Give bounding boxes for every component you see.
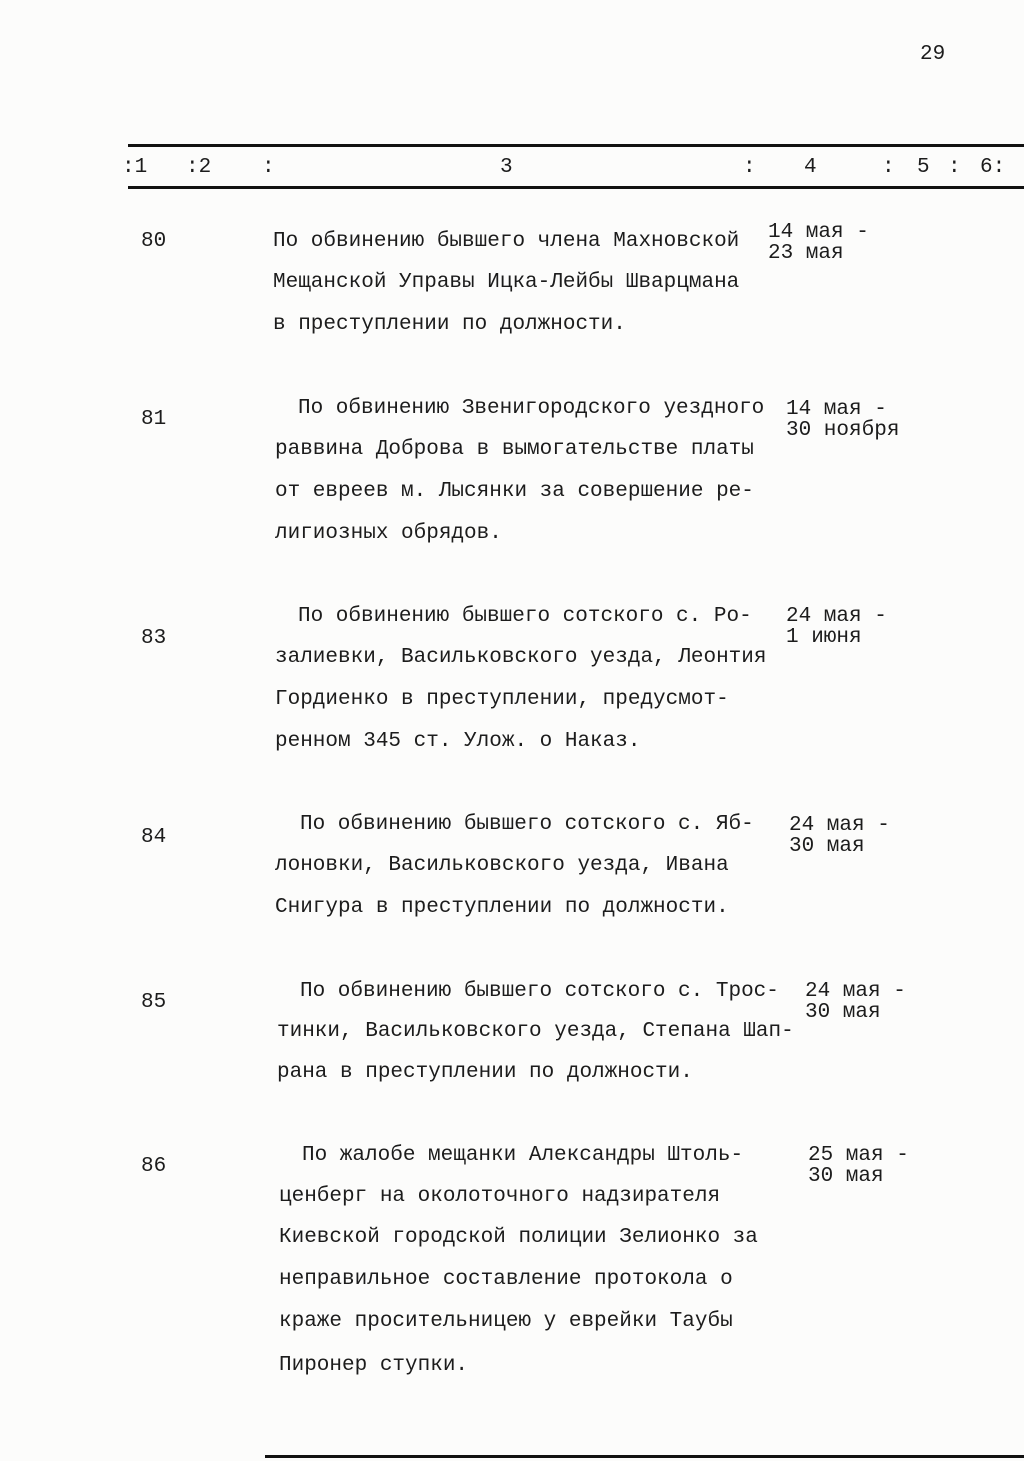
entry-text-line: тинки, Васильковского уезда, Степана Шап- bbox=[277, 1020, 794, 1043]
column-header-4: : bbox=[743, 156, 756, 179]
entry-text-line: раввина Доброва в вымогательстве платы bbox=[275, 438, 754, 461]
entry-text-line: По обвинению бывшего сотского с. Ро- bbox=[298, 605, 752, 628]
date-from: 24 мая - bbox=[789, 814, 890, 837]
date-to: 30 ноября bbox=[786, 419, 900, 442]
header-top-rule bbox=[128, 144, 1024, 147]
date-to: 30 мая bbox=[789, 835, 865, 858]
date-from: 25 мая - bbox=[808, 1144, 909, 1167]
date-to: 23 мая bbox=[768, 242, 844, 265]
column-header-2: : bbox=[262, 156, 275, 179]
entry-number: 81 bbox=[141, 408, 167, 431]
entry-number: 86 bbox=[141, 1155, 167, 1178]
column-header-6: : bbox=[882, 156, 895, 179]
entry-text-line: Пиронер ступки. bbox=[279, 1354, 469, 1377]
entry-text-line: По обвинению бывшего члена Махновской bbox=[273, 230, 740, 253]
date-from: 24 мая - bbox=[805, 980, 906, 1003]
entry-number: 84 bbox=[141, 826, 167, 849]
header-bottom-rule bbox=[128, 186, 1024, 189]
column-header-9: 6: bbox=[980, 156, 1006, 179]
entry-text-line: от евреев м. Лысянки за совершение ре- bbox=[275, 480, 754, 503]
entry-text-line: в преступлении по должности. bbox=[273, 313, 626, 336]
column-header-1: :2 bbox=[186, 156, 212, 179]
date-from: 14 мая - bbox=[768, 221, 869, 244]
entry-number: 80 bbox=[141, 230, 167, 253]
entry-text-line: неправильное составление протокола о bbox=[279, 1268, 733, 1291]
bottom-rule bbox=[265, 1455, 1024, 1458]
entry-text-line: По обвинению Звенигородского уездного bbox=[298, 397, 765, 420]
page-number: 29 bbox=[920, 43, 946, 66]
entry-text-line: лоновки, Васильковского уезда, Ивана bbox=[275, 854, 729, 877]
entry-text-line: По жалобе мещанки Александры Штоль- bbox=[302, 1144, 744, 1167]
entry-text-line: рана в преступлении по должности. bbox=[277, 1061, 693, 1084]
entry-text-line: краже просительницею у еврейки Таубы bbox=[279, 1310, 733, 1333]
entry-text-line: По обвинению бывшего сотского с. Яб- bbox=[300, 813, 754, 836]
date-to: 30 мая bbox=[808, 1165, 884, 1188]
column-header-8: : bbox=[948, 156, 961, 179]
date-to: 1 июня bbox=[786, 626, 862, 649]
column-header-5: 4 bbox=[804, 156, 817, 179]
entry-text-line: ценберг на околоточного надзирателя bbox=[279, 1185, 721, 1208]
entry-number: 83 bbox=[141, 627, 167, 650]
entry-text-line: залиевки, Васильковского уезда, Леонтия bbox=[275, 646, 767, 669]
column-header-7: 5 bbox=[917, 156, 930, 179]
entry-text-line: Киевской городской полиции Зелионко за bbox=[279, 1226, 758, 1249]
date-from: 24 мая - bbox=[786, 605, 887, 628]
entry-text-line: По обвинению бывшего сотского с. Трос- bbox=[300, 980, 779, 1003]
entry-text-line: Снигура в преступлении по должности. bbox=[275, 896, 729, 919]
column-header-3: 3 bbox=[500, 156, 513, 179]
date-to: 30 мая bbox=[805, 1001, 881, 1024]
entry-number: 85 bbox=[141, 991, 167, 1014]
entry-text-line: ренном 345 ст. Улож. о Наказ. bbox=[275, 730, 641, 753]
entry-text-line: лигиозных обрядов. bbox=[275, 522, 502, 545]
date-from: 14 мая - bbox=[786, 398, 887, 421]
entry-text-line: Мещанской Управы Ицка-Лейбы Шварцмана bbox=[273, 271, 740, 294]
column-header-0: :1 bbox=[122, 156, 148, 179]
entry-text-line: Гордиенко в преступлении, предусмот- bbox=[275, 688, 729, 711]
